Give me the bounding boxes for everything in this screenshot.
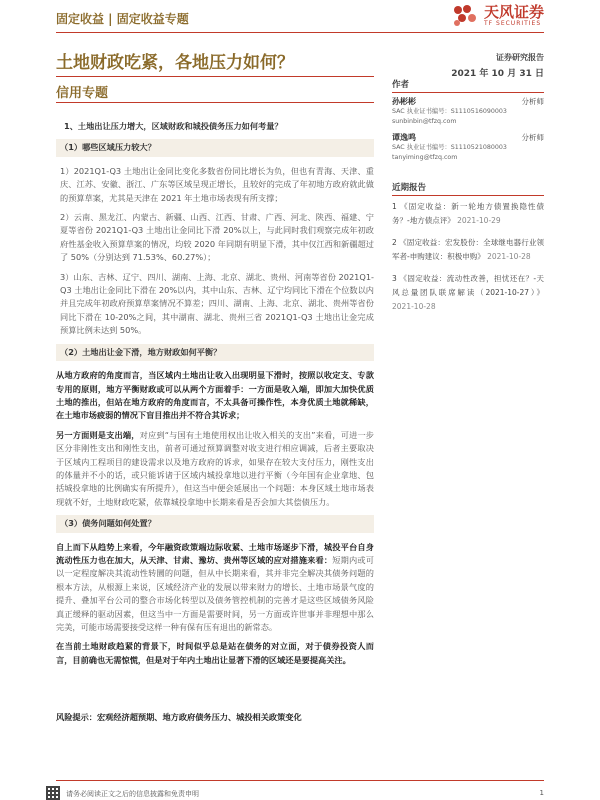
qr-code-icon (46, 786, 60, 800)
question-heading: 1、土地出让压力增大，区域财政和城投债务压力如何考量？ (64, 121, 283, 131)
recent-report-item[interactable] (392, 236, 544, 264)
recent-report-title: 3 《固定收益：流动性改善，担忧还在？-天风总量团队联席解读（2021-10-27）》 (392, 274, 544, 297)
main-body (56, 108, 374, 673)
report-subtitle: 信用专题 (56, 86, 109, 101)
recent-report-title: 1 《固定收益：新一轮地方债置换隐性债务？-地方债点评》 (392, 202, 544, 225)
paragraph-5 (56, 429, 374, 509)
footer-divider (56, 780, 544, 781)
report-date: 2021 年 10 月 31 日 (451, 69, 544, 79)
brand-name-cn: 天风证券 (483, 3, 544, 21)
section-heading-2: （2）土地出让金下滑，地方财政如何平衡？ (56, 344, 374, 361)
brand-name-en: TF SECURITIES (483, 20, 542, 27)
tf-logo-icon (452, 4, 480, 28)
author-role: 分析师 (521, 133, 544, 142)
header-section: 固定收益 | 固定收益专题 (56, 12, 189, 26)
author-email[interactable]: sunbinbin@tfzq.com (392, 118, 457, 125)
section-heading-1: （1）哪些区域压力较大？ (56, 139, 374, 156)
paragraph-6-lead: 自上而下从趋势上来看，今年融资政策端边际收紧、土地市场逐步下滑，城投平台自身流动性压力也在加大，从天津、甘肃、豫坊、贵州等区域的应对措施来看： (56, 541, 374, 565)
recent-report-item[interactable] (392, 200, 544, 228)
author-name: 谭逸鸣 (392, 133, 416, 142)
paragraph-5-body: 对应到“与国有土地使用权出让收入相关的支出”来看，可进一步区分非刚性支出和刚性支出，前者可通过预算调整对收支进行相应调减，后者主要取决于区域内工程项目的建设需求以及地方政府的诉求，如果存在较大支付压力，刚性支出的体量并不小的话，或只能诉诸于区域内城投拿地以进行平衡（今年国有企业拿地、包括城投拿地的比例确实有所提升），但这当中便会延展出一个问题：本身区域土地市场表现就不好，土地财政吃紧，依靠城投拿地中长期来看是否会加大其偿债压力。 (56, 429, 374, 507)
report-title: 土地财政吃紧，各地压力如何？ (56, 53, 294, 73)
recent-report-title: 2 《固定收益：宏发股份：全球继电器行业领军者-申购建议：积极申购》 (392, 238, 544, 261)
page-number: 1 (539, 789, 544, 797)
author-cert: SAC 执业证书编号：S1110516090003 (392, 108, 507, 115)
paragraph-3: 3）山东、吉林、辽宁、四川、湖南、上海、北京、湖北、贵州、河南等省份 2021Q1-Q3 土地出让金同比下滑在 20%以内，其中山东、吉林、辽宁均同比下滑在个位数以内并且完成年初政府预算草案情况不算差；四川、湖南、上海、北京、湖北、贵州等省份同比下滑在 10-20%之间，其中湖南、湖北、贵州三省 2021Q1-Q3 土地出让金完成预算比例未达到 50%。 (60, 271, 374, 336)
paragraph-7: 在当前土地财政趋紧的背景下，时间似乎总是站在债务的对立面，对于债券投资人而言，目前确也无需惊慌，但是对于年内土地出让显著下滑的区域还是要提高关注。 (56, 641, 374, 665)
recent-report-date: 2021-10-29 (457, 216, 501, 225)
title-divider (56, 76, 374, 77)
section-heading-3: （3）债务问题如何处置？ (56, 515, 374, 532)
paragraph-4: 从地方政府的角度而言，当区域内土地出让收入出现明显下滑时，按照以收定支、专款专用的原则，地方平衡财政或可以从两个方面着手：一方面是收入端，即加大加快优质土地的推出，但站在地方政府的角度而言，不太具备可操作性，本身优质土地就稀缺，在土地市场疲弱的情况下盲目推出并不符合其诉求； (56, 370, 374, 421)
author-email[interactable]: tanyiming@tfzq.com (392, 154, 458, 161)
author-block (392, 133, 544, 163)
author-name: 孙彬彬 (392, 97, 416, 106)
paragraph-6 (56, 541, 374, 635)
footer-disclaimer: 请务必阅读正文之后的信息披露和免责申明 (66, 790, 199, 798)
recent-report-date: 2021-10-28 (487, 252, 531, 261)
recent-reports (392, 181, 544, 314)
authors-heading: 作者 (392, 78, 544, 93)
author-block (392, 97, 544, 127)
risk-notice: 风险提示：宏观经济超预期、地方政府债务压力、城投相关政策变化 (56, 712, 302, 722)
paragraph-1: 1）2021Q1-Q3 土地出让金同比变化多数省份同比增长为负，但也有青海、天津、重庆、江苏、安徽、浙江、广东等区域呈现正增长，且较好的完成了年初地方政府就此做的预算草案，尤其是天津在 2021 年土地市场表现有所支撑； (60, 165, 374, 203)
header-divider (56, 32, 544, 33)
recent-report-item[interactable] (392, 272, 544, 314)
paragraph-5-lead: 另一方面则是支出端， (56, 429, 140, 440)
subtitle-divider (56, 102, 374, 103)
paragraph-6-body: 短期内或可以一定程度解决其流动性转圜的问题，但从中长期来看，其并非完全解决其债务问题的根本方法，从根源上来说，区域经济产业的发展以带来财力的增长、土地市场景气度的提升、叠加平台公司的整合市场化转型以及债务管控机制的完善才是这些区域债务风险真正缓释的驱动因素，但这当中一方面是需要时间，另一方面或许世事并非理想中那么完美，可能市场需要接受这样一种有保有压有退出的新常态。 (56, 554, 374, 632)
sidebar (392, 78, 544, 322)
brand-logo (452, 4, 544, 28)
paragraph-2: 2）云南、黑龙江、内蒙古、新疆、山西、江西、甘肃、广西、河北、陕西、福建、宁夏等省份 2021Q1-Q3 土地出让金同比下滑 20%以上，与此同时我们观察完成年初政府性基金收入预算草案的情况，均较 2020 年同期有明显下滑，其中仅江西和新疆超过了 50%（分别达到 71.53%、60.27%）； (60, 212, 374, 263)
recent-heading: 近期报告 (392, 181, 544, 196)
author-cert: SAC 执业证书编号：S1110521080003 (392, 144, 507, 151)
report-type: 证券研究报告 (496, 53, 544, 62)
author-role: 分析师 (521, 97, 544, 106)
recent-report-date: 2021-10-28 (392, 302, 436, 311)
